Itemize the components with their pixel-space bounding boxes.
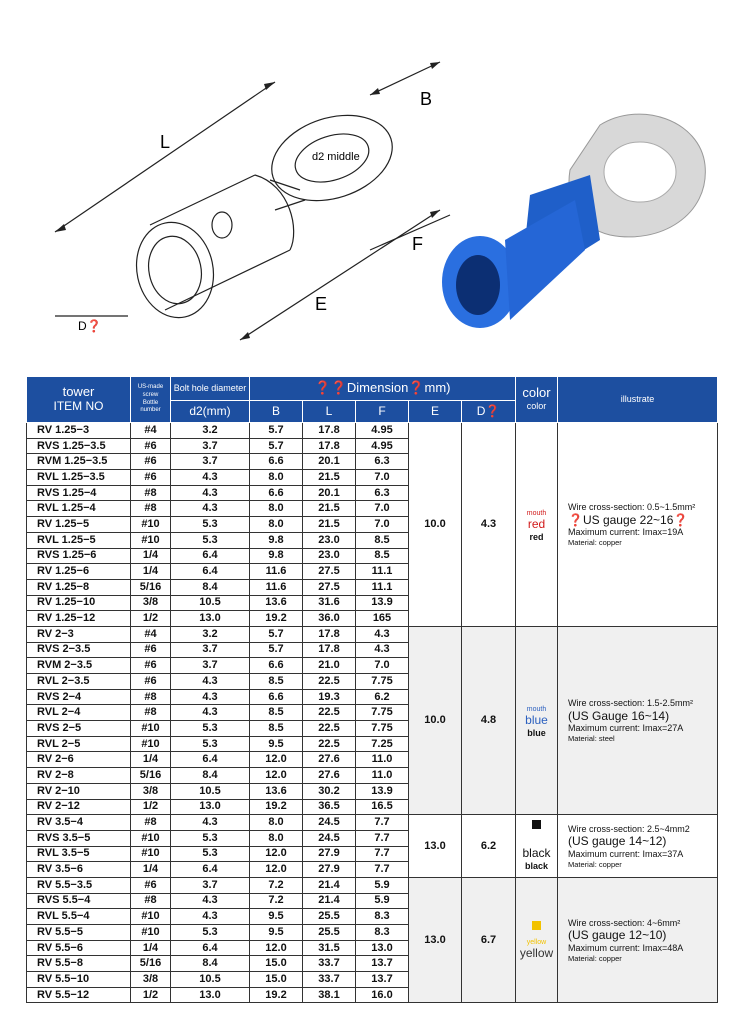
cell-us-screw: 3/8 <box>131 972 171 988</box>
cell-l: 19.3 <box>303 689 356 705</box>
cell-d2: 5.3 <box>171 736 250 752</box>
cell-f: 13.7 <box>356 972 409 988</box>
illustrate-line: (US gauge 12~10) <box>568 928 667 943</box>
cell-b: 5.7 <box>250 642 303 658</box>
illustrate-line: Material: copper <box>568 537 622 547</box>
cell-f: 11.0 <box>356 768 409 784</box>
cell-f: 4.3 <box>356 642 409 658</box>
header-dimension: ❓❓Dimension❓mm) <box>250 377 516 401</box>
cell-f: 7.0 <box>356 517 409 533</box>
color-small-label: yellow <box>526 938 547 946</box>
cell-item-no: RV 3.5−4 <box>27 815 131 831</box>
cell-d2: 4.3 <box>171 689 250 705</box>
cell-d2: 4.3 <box>171 705 250 721</box>
cell-color <box>516 815 558 878</box>
color-swatch <box>532 921 541 930</box>
cell-b: 11.6 <box>250 564 303 580</box>
cell-b: 12.0 <box>250 940 303 956</box>
cell-illustrate <box>558 626 718 814</box>
header-item-no: tower ITEM NO <box>27 377 131 423</box>
cell-item-no: RVL 2−4 <box>27 705 131 721</box>
cell-us-screw: #6 <box>131 658 171 674</box>
cell-l: 22.5 <box>303 674 356 690</box>
cell-l: 22.5 <box>303 736 356 752</box>
cell-item-no: RV 1.25−5 <box>27 517 131 533</box>
color-small-label: mouth <box>526 705 547 713</box>
cell-us-screw: #6 <box>131 674 171 690</box>
cell-l: 38.1 <box>303 987 356 1003</box>
cell-item-no: RV 1.25−3 <box>27 423 131 439</box>
cell-b: 8.5 <box>250 674 303 690</box>
cell-l: 21.4 <box>303 877 356 893</box>
color-small-label: mouth <box>526 509 547 517</box>
cell-color <box>516 626 558 814</box>
cell-us-screw: #10 <box>131 517 171 533</box>
cell-d2: 5.3 <box>171 532 250 548</box>
cell-us-screw: #8 <box>131 501 171 517</box>
cell-b: 15.0 <box>250 972 303 988</box>
cell-f: 7.0 <box>356 470 409 486</box>
cell-l: 23.0 <box>303 548 356 564</box>
label-E: E <box>315 294 328 314</box>
illustrate-line: Wire cross-section: 2.5~4mm2 <box>568 823 690 834</box>
cell-f: 8.5 <box>356 548 409 564</box>
label-L: L <box>160 132 171 152</box>
cell-l: 25.5 <box>303 925 356 941</box>
cell-d2: 8.4 <box>171 956 250 972</box>
cell-d2: 4.3 <box>171 893 250 909</box>
cell-d2: 13.0 <box>171 987 250 1003</box>
cell-f: 13.9 <box>356 783 409 799</box>
cell-f: 4.95 <box>356 438 409 454</box>
cell-l: 17.8 <box>303 438 356 454</box>
cell-item-no: RV 5.5−6 <box>27 940 131 956</box>
color-swatch <box>532 820 541 829</box>
illustrate-line: ❓US gauge 22~16❓ <box>568 512 689 527</box>
cell-us-screw: #6 <box>131 438 171 454</box>
illustrate-line: Maximum current: Imax=48A <box>568 942 684 953</box>
cell-b: 8.0 <box>250 470 303 486</box>
cell-f: 16.0 <box>356 987 409 1003</box>
cell-f: 7.7 <box>356 830 409 846</box>
cell-us-screw: 1/4 <box>131 564 171 580</box>
cell-f: 7.0 <box>356 658 409 674</box>
cell-d: 4.3 <box>462 423 516 627</box>
illustrate-line: Maximum current: Imax=27A <box>568 723 684 734</box>
header-d: D❓ <box>462 401 516 423</box>
cell-item-no: RV 2−8 <box>27 768 131 784</box>
cell-f: 7.75 <box>356 721 409 737</box>
cell-item-no: RVS 2−4 <box>27 689 131 705</box>
cell-f: 7.0 <box>356 501 409 517</box>
cell-d2: 3.7 <box>171 642 250 658</box>
illustrate-line: Maximum current: Imax=19A <box>568 527 684 538</box>
cell-l: 22.5 <box>303 705 356 721</box>
cell-us-screw: #10 <box>131 925 171 941</box>
cell-b: 12.0 <box>250 846 303 862</box>
cell-d: 6.7 <box>462 877 516 1003</box>
color-sub-label: red <box>529 532 544 543</box>
illustrate-line: (US gauge 14~12) <box>568 834 667 849</box>
header-e: E <box>409 401 462 423</box>
cell-e: 10.0 <box>409 626 462 814</box>
cell-l: 17.8 <box>303 423 356 439</box>
cell-f: 7.7 <box>356 862 409 878</box>
cell-f: 4.95 <box>356 423 409 439</box>
label-D: D❓ <box>78 319 102 333</box>
cell-item-no: RVL 1.25−3.5 <box>27 470 131 486</box>
cell-item-no: RVL 3.5−5 <box>27 846 131 862</box>
table-row <box>27 423 718 439</box>
cell-illustrate <box>558 815 718 878</box>
cell-item-no: RV 2−6 <box>27 752 131 768</box>
illustrate-line: Material: copper <box>568 953 622 963</box>
cell-b: 9.5 <box>250 909 303 925</box>
cell-us-screw: 1/4 <box>131 862 171 878</box>
cell-f: 7.7 <box>356 846 409 862</box>
cell-d2: 10.5 <box>171 595 250 611</box>
cell-us-screw: #10 <box>131 830 171 846</box>
cell-f: 11.0 <box>356 752 409 768</box>
cell-b: 11.6 <box>250 579 303 595</box>
cell-l: 36.5 <box>303 799 356 815</box>
cell-item-no: RV 3.5−6 <box>27 862 131 878</box>
cell-l: 21.0 <box>303 658 356 674</box>
cell-item-no: RVS 1.25−6 <box>27 548 131 564</box>
cell-b: 5.7 <box>250 626 303 642</box>
cell-f: 13.0 <box>356 940 409 956</box>
cell-f: 16.5 <box>356 799 409 815</box>
cell-color <box>516 877 558 1003</box>
cell-l: 20.1 <box>303 454 356 470</box>
cell-us-screw: 1/4 <box>131 548 171 564</box>
cell-f: 165 <box>356 611 409 627</box>
cell-us-screw: 1/4 <box>131 940 171 956</box>
illustrate-line: Wire cross-section: 4~6mm² <box>568 917 681 928</box>
cell-us-screw: 1/2 <box>131 987 171 1003</box>
cell-d2: 3.2 <box>171 626 250 642</box>
cell-l: 22.5 <box>303 721 356 737</box>
terminal-diagram <box>0 0 741 370</box>
cell-d2: 6.4 <box>171 940 250 956</box>
cell-d2: 10.5 <box>171 972 250 988</box>
header-color: color color <box>516 377 558 423</box>
cell-f: 6.2 <box>356 689 409 705</box>
cell-l: 33.7 <box>303 972 356 988</box>
cell-us-screw: 3/8 <box>131 595 171 611</box>
cell-l: 21.5 <box>303 517 356 533</box>
cell-d2: 4.3 <box>171 815 250 831</box>
cell-e: 13.0 <box>409 877 462 1003</box>
cell-d2: 6.4 <box>171 548 250 564</box>
cell-d2: 4.3 <box>171 501 250 517</box>
cell-item-no: RV 5.5−10 <box>27 972 131 988</box>
label-B: B <box>420 89 433 109</box>
illustrate-line: Material: steel <box>568 734 615 744</box>
cell-f: 7.75 <box>356 674 409 690</box>
header-us-screw: US-made screw Bottle number <box>131 377 171 423</box>
cell-b: 5.7 <box>250 438 303 454</box>
cell-l: 17.8 <box>303 642 356 658</box>
cell-d: 6.2 <box>462 815 516 878</box>
cell-b: 7.2 <box>250 877 303 893</box>
header-l: L <box>303 401 356 423</box>
cell-us-screw: #8 <box>131 689 171 705</box>
cell-b: 8.5 <box>250 705 303 721</box>
cell-item-no: RV 1.25−12 <box>27 611 131 627</box>
color-name: red <box>527 516 546 531</box>
illustrate-line: (US Gauge 16~14) <box>568 708 670 723</box>
cell-l: 36.0 <box>303 611 356 627</box>
cell-l: 27.5 <box>303 564 356 580</box>
cell-item-no: RV 1.25−6 <box>27 564 131 580</box>
cell-f: 8.3 <box>356 925 409 941</box>
cell-item-no: RV 5.5−5 <box>27 925 131 941</box>
cell-item-no: RV 5.5−3.5 <box>27 877 131 893</box>
cell-b: 12.0 <box>250 752 303 768</box>
cell-l: 31.5 <box>303 940 356 956</box>
cell-d2: 5.3 <box>171 846 250 862</box>
cell-b: 8.0 <box>250 501 303 517</box>
cell-l: 21.5 <box>303 501 356 517</box>
cell-f: 13.9 <box>356 595 409 611</box>
cell-item-no: RVL 5.5−4 <box>27 909 131 925</box>
cell-us-screw: #10 <box>131 909 171 925</box>
cell-b: 7.2 <box>250 893 303 909</box>
color-sub-label: black <box>525 860 549 871</box>
cell-item-no: RVS 3.5−5 <box>27 830 131 846</box>
cell-f: 6.3 <box>356 454 409 470</box>
cell-d2: 6.4 <box>171 752 250 768</box>
cell-item-no: RVS 2−5 <box>27 721 131 737</box>
header-f: F <box>356 401 409 423</box>
spec-table <box>26 376 718 1003</box>
cell-b: 9.8 <box>250 532 303 548</box>
cell-item-no: RV 1.25−10 <box>27 595 131 611</box>
cell-l: 17.8 <box>303 626 356 642</box>
cell-us-screw: 1/4 <box>131 752 171 768</box>
cell-f: 6.3 <box>356 485 409 501</box>
color-sub-label: blue <box>527 728 546 739</box>
cell-f: 4.3 <box>356 626 409 642</box>
cell-l: 31.6 <box>303 595 356 611</box>
cell-l: 27.9 <box>303 862 356 878</box>
spec-table-body <box>27 423 718 1003</box>
cell-d2: 3.7 <box>171 877 250 893</box>
cell-b: 13.6 <box>250 783 303 799</box>
cell-d2: 13.0 <box>171 799 250 815</box>
cell-us-screw: #8 <box>131 705 171 721</box>
header-d2: d2(mm) <box>171 401 250 423</box>
cell-b: 8.5 <box>250 721 303 737</box>
label-F: F <box>412 234 423 254</box>
cell-item-no: RVL 2−3.5 <box>27 674 131 690</box>
cell-illustrate <box>558 877 718 1003</box>
table-row <box>27 877 718 893</box>
cell-d2: 4.3 <box>171 674 250 690</box>
illustrate-line: Maximum current: Imax=37A <box>568 848 684 859</box>
cell-l: 30.2 <box>303 783 356 799</box>
table-row <box>27 626 718 642</box>
cell-b: 12.0 <box>250 768 303 784</box>
cell-b: 13.6 <box>250 595 303 611</box>
cell-l: 20.1 <box>303 485 356 501</box>
cell-d2: 4.3 <box>171 909 250 925</box>
cell-us-screw: 5/16 <box>131 768 171 784</box>
cell-us-screw: #8 <box>131 893 171 909</box>
header-b: B <box>250 401 303 423</box>
cell-us-screw: #6 <box>131 454 171 470</box>
cell-b: 6.6 <box>250 689 303 705</box>
cell-item-no: RV 1.25−8 <box>27 579 131 595</box>
cell-item-no: RVS 5.5−4 <box>27 893 131 909</box>
illustrate-line: Material: copper <box>568 859 622 869</box>
cell-item-no: RVS 1.25−4 <box>27 485 131 501</box>
cell-f: 11.1 <box>356 579 409 595</box>
cell-d2: 5.3 <box>171 517 250 533</box>
cell-d2: 4.3 <box>171 485 250 501</box>
cell-l: 21.4 <box>303 893 356 909</box>
cell-item-no: RVM 2−3.5 <box>27 658 131 674</box>
cell-item-no: RVS 1.25−3.5 <box>27 438 131 454</box>
line-drawing <box>55 62 450 340</box>
cell-item-no: RV 5.5−12 <box>27 987 131 1003</box>
cell-l: 27.6 <box>303 768 356 784</box>
cell-d2: 6.4 <box>171 862 250 878</box>
cell-d2: 3.7 <box>171 658 250 674</box>
illustrate-line: Wire cross-section: 0.5~1.5mm² <box>568 501 696 512</box>
cell-f: 8.3 <box>356 909 409 925</box>
cell-us-screw: #8 <box>131 815 171 831</box>
cell-l: 25.5 <box>303 909 356 925</box>
illustrate-line: Wire cross-section: 1.5-2.5mm² <box>568 698 694 709</box>
cell-us-screw: #6 <box>131 877 171 893</box>
cell-us-screw: 1/2 <box>131 799 171 815</box>
cell-l: 27.5 <box>303 579 356 595</box>
cell-d2: 8.4 <box>171 579 250 595</box>
cell-item-no: RVS 2−3.5 <box>27 642 131 658</box>
cell-b: 8.0 <box>250 517 303 533</box>
cell-us-screw: 3/8 <box>131 783 171 799</box>
cell-us-screw: #8 <box>131 485 171 501</box>
color-name: black <box>522 845 551 860</box>
cell-d2: 3.7 <box>171 438 250 454</box>
cell-l: 21.5 <box>303 470 356 486</box>
cell-b: 15.0 <box>250 956 303 972</box>
product-photo <box>442 114 705 328</box>
cell-us-screw: #10 <box>131 721 171 737</box>
cell-f: 13.7 <box>356 956 409 972</box>
cell-item-no: RVL 1.25−5 <box>27 532 131 548</box>
cell-us-screw: 5/16 <box>131 579 171 595</box>
cell-f: 5.9 <box>356 877 409 893</box>
cell-color <box>516 423 558 627</box>
cell-us-screw: #6 <box>131 470 171 486</box>
cell-item-no: RV 2−10 <box>27 783 131 799</box>
cell-b: 6.6 <box>250 485 303 501</box>
cell-b: 9.8 <box>250 548 303 564</box>
label-d2-middle: d2 middle <box>312 151 360 163</box>
cell-b: 19.2 <box>250 987 303 1003</box>
cell-f: 5.9 <box>356 893 409 909</box>
cell-f: 7.25 <box>356 736 409 752</box>
cell-b: 8.0 <box>250 815 303 831</box>
cell-d2: 3.7 <box>171 454 250 470</box>
cell-b: 19.2 <box>250 799 303 815</box>
cell-b: 19.2 <box>250 611 303 627</box>
cell-f: 11.1 <box>356 564 409 580</box>
cell-d2: 5.3 <box>171 830 250 846</box>
cell-us-screw: #6 <box>131 642 171 658</box>
cell-d: 4.8 <box>462 626 516 814</box>
cell-us-screw: #4 <box>131 626 171 642</box>
header-bolt-hole: Bolt hole diameter <box>171 377 250 401</box>
cell-item-no: RVL 2−5 <box>27 736 131 752</box>
cell-b: 8.0 <box>250 830 303 846</box>
cell-us-screw: #10 <box>131 846 171 862</box>
cell-d2: 3.2 <box>171 423 250 439</box>
cell-b: 5.7 <box>250 423 303 439</box>
table-row <box>27 815 718 831</box>
header-illustrate: illustrate <box>558 377 718 423</box>
cell-b: 6.6 <box>250 658 303 674</box>
cell-us-screw: 1/2 <box>131 611 171 627</box>
cell-d2: 8.4 <box>171 768 250 784</box>
cell-us-screw: #10 <box>131 532 171 548</box>
cell-l: 24.5 <box>303 830 356 846</box>
cell-b: 12.0 <box>250 862 303 878</box>
cell-d2: 10.5 <box>171 783 250 799</box>
cell-b: 6.6 <box>250 454 303 470</box>
color-name: blue <box>525 712 548 727</box>
cell-l: 33.7 <box>303 956 356 972</box>
cell-e: 13.0 <box>409 815 462 878</box>
cell-item-no: RVL 1.25−4 <box>27 501 131 517</box>
cell-f: 7.75 <box>356 705 409 721</box>
cell-f: 7.7 <box>356 815 409 831</box>
dimension-arrows <box>55 62 440 340</box>
cell-item-no: RV 2−12 <box>27 799 131 815</box>
cell-l: 27.9 <box>303 846 356 862</box>
cell-l: 23.0 <box>303 532 356 548</box>
cell-l: 24.5 <box>303 815 356 831</box>
cell-e: 10.0 <box>409 423 462 627</box>
cell-d2: 5.3 <box>171 925 250 941</box>
cell-d2: 4.3 <box>171 470 250 486</box>
cell-d2: 13.0 <box>171 611 250 627</box>
cell-l: 27.6 <box>303 752 356 768</box>
cell-us-screw: #10 <box>131 736 171 752</box>
cell-f: 8.5 <box>356 532 409 548</box>
cell-item-no: RVM 1.25−3.5 <box>27 454 131 470</box>
cell-item-no: RV 5.5−8 <box>27 956 131 972</box>
cell-d2: 6.4 <box>171 564 250 580</box>
color-name: yellow <box>519 945 554 960</box>
cell-b: 9.5 <box>250 925 303 941</box>
cell-us-screw: #4 <box>131 423 171 439</box>
cell-us-screw: 5/16 <box>131 956 171 972</box>
cell-b: 9.5 <box>250 736 303 752</box>
cell-d2: 5.3 <box>171 721 250 737</box>
cell-illustrate <box>558 423 718 627</box>
cell-item-no: RV 2−3 <box>27 626 131 642</box>
